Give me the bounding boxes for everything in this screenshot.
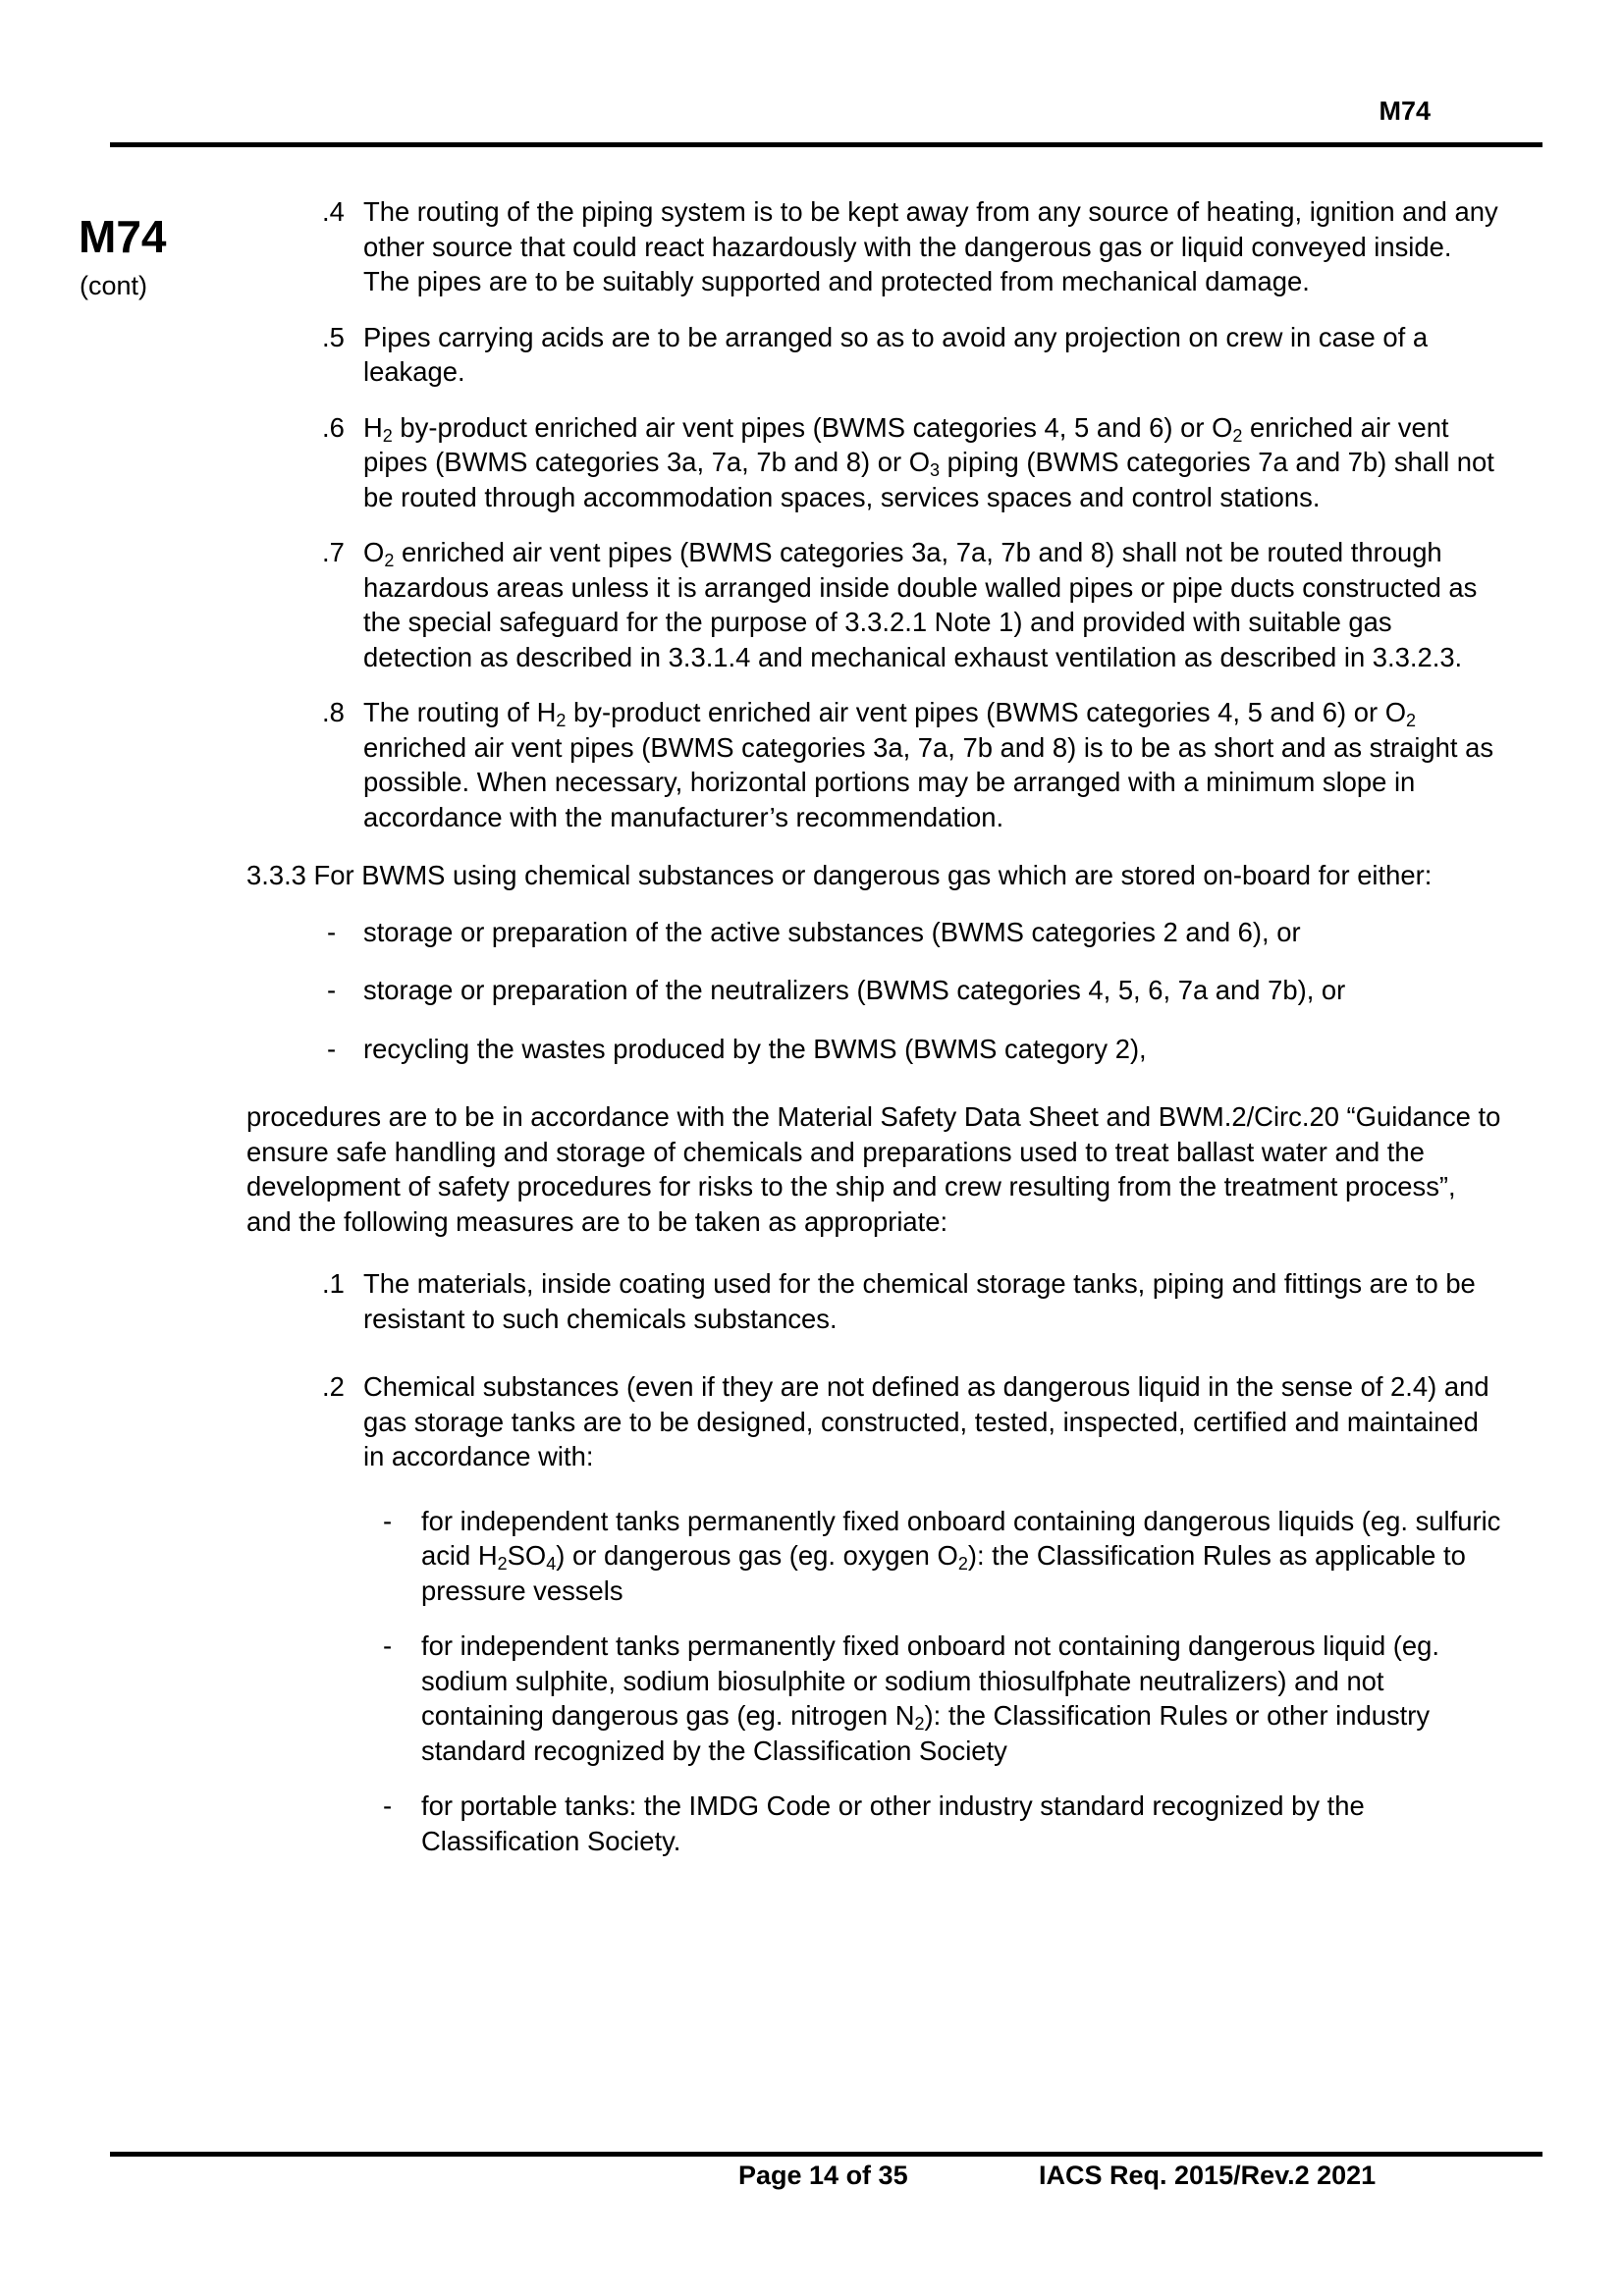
bullet-dash: -: [327, 975, 337, 1005]
procedures-paragraph: procedures are to be in accordance with the Material Safety Data Sheet and BWM.2/Circ.20 “Guidance to ensure safe handling and storage of chemicals and preparations used to treat ballast water and the development of safety procedures for risks to the ship and crew resulting from the treatment process”, and the following measures are to be taken as appropriate:: [246, 1101, 1501, 1237]
bullet-text: recycling the wastes produced by the BWMS (BWMS category 2),: [363, 1033, 1147, 1064]
bullet-text: for independent tanks permanently fixed onboard not containing dangerous liquid (eg. sodium sulphite, sodium biosulphite or sodium thiosulfphate neutralizers) and not containing dangerous gas (eg. nitrogen $N_2$): the Classification Rules or other industry standard recognized by the Classification Society: [421, 1630, 1439, 1766]
margin-requirement-tag: M74: [79, 211, 167, 262]
header-rule: [110, 142, 1542, 147]
item-text: Chemical substances (even if they are not defined as dangerous liquid in the sense of 2.4) and gas storage tanks are to be designed, constructed, tested, inspected, certified and maintained in accordance with:: [363, 1371, 1489, 1471]
list-item: [246, 1629, 1503, 1768]
item-text: The routing of the piping system is to be kept away from any source of heating, ignition and any other source that could react hazardously with the dangerous gas or liquid conveyed inside. The pipes are to be suitably supported and protected from mechanical damage.: [363, 196, 1498, 296]
document-reference: IACS Req. 2015/Rev.2 2021: [1039, 2161, 1377, 2190]
bullet-dash: -: [383, 1630, 393, 1661]
item-text: Pipes carrying acids are to be arranged so as to avoid any projection on crew in case of a leakage.: [363, 321, 1429, 387]
list-item: [246, 410, 1503, 515]
list-item: [246, 973, 1503, 1008]
list-item: [246, 695, 1503, 834]
list-item: [246, 1504, 1503, 1609]
document-body: [246, 194, 1503, 1879]
margin-continued-label: (cont): [80, 271, 148, 300]
list-item: [246, 915, 1503, 950]
bullet-text: storage or preparation of the active substances (BWMS categories 2 and 6), or: [363, 916, 1301, 947]
bullet-dash: -: [383, 1790, 393, 1821]
item-text: The routing of $H_2$ by-product enriched air vent pipes (BWMS categories 4, 5 and 6) or $O_2$ enriched air vent pipes (BWMS categories 3a, 7a, 7b and 8) is to be as short and as straight as possible. When necessary, horizontal portions may be arranged with a minimum slope in accordance with the manufacturer’s recommendation.: [363, 697, 1494, 832]
footer-rule: [110, 2152, 1542, 2157]
bullet-text: storage or preparation of the neutralizers (BWMS categories 4, 5, 6, 7a and 7b), or: [363, 975, 1346, 1005]
item-number: .8: [322, 697, 345, 727]
section-3-3-3-intro: 3.3.3 For BWMS using chemical substances or dangerous gas which are stored on-board for either:: [246, 860, 1433, 890]
bullet-dash: -: [327, 1033, 337, 1064]
page-number: Page 14 of 35: [738, 2161, 908, 2190]
item-text: $H_2$ by-product enriched air vent pipes (BWMS categories 4, 5 and 6) or $O_2$ enriched air vent pipes (BWMS categories 3a, 7a, 7b and 8) or $O_3$ piping (BWMS categories 7a and 7b) shall not be routed through accommodation spaces, services spaces and control stations.: [363, 411, 1494, 512]
list-item: [246, 1032, 1503, 1067]
item-number: .5: [322, 321, 345, 352]
item-number: .7: [322, 537, 345, 567]
list-item: [246, 1266, 1503, 1336]
item-text: $O_2$ enriched air vent pipes (BWMS categories 3a, 7a, 7b and 8) shall not be routed through hazardous areas unless it is arranged inside double walled pipes or pipe ducts constructed as the special safeguard for the purpose of 3.3.2.1 Note 1) and provided with suitable gas detection as described in 3.3.1.4 and mechanical exhaust ventilation as described in 3.3.2.3.: [363, 537, 1478, 672]
item-number: .1: [322, 1268, 345, 1299]
list-item: [246, 1369, 1503, 1474]
item-number: .2: [322, 1371, 345, 1402]
item-number: .6: [322, 411, 345, 443]
running-header-label: M74: [1379, 96, 1431, 126]
item-number: .4: [322, 196, 345, 227]
bullet-text: for independent tanks permanently fixed onboard containing dangerous liquids (eg. sulfuric acid $H_2SO_4$) or dangerous gas (eg. oxygen $O_2$): the Classification Rules as applicable to pressure vessels: [421, 1505, 1501, 1606]
item-text: The materials, inside coating used for the chemical storage tanks, piping and fittings are to be resistant to such chemicals substances.: [363, 1268, 1476, 1334]
bullet-dash: -: [383, 1505, 393, 1536]
bullet-text: for portable tanks: the IMDG Code or other industry standard recognized by the Classification Society.: [421, 1790, 1365, 1856]
list-item: [246, 535, 1503, 674]
list-item: [246, 320, 1503, 390]
list-item: [246, 194, 1503, 299]
list-item: [246, 1789, 1503, 1858]
bullet-dash: -: [327, 916, 337, 947]
